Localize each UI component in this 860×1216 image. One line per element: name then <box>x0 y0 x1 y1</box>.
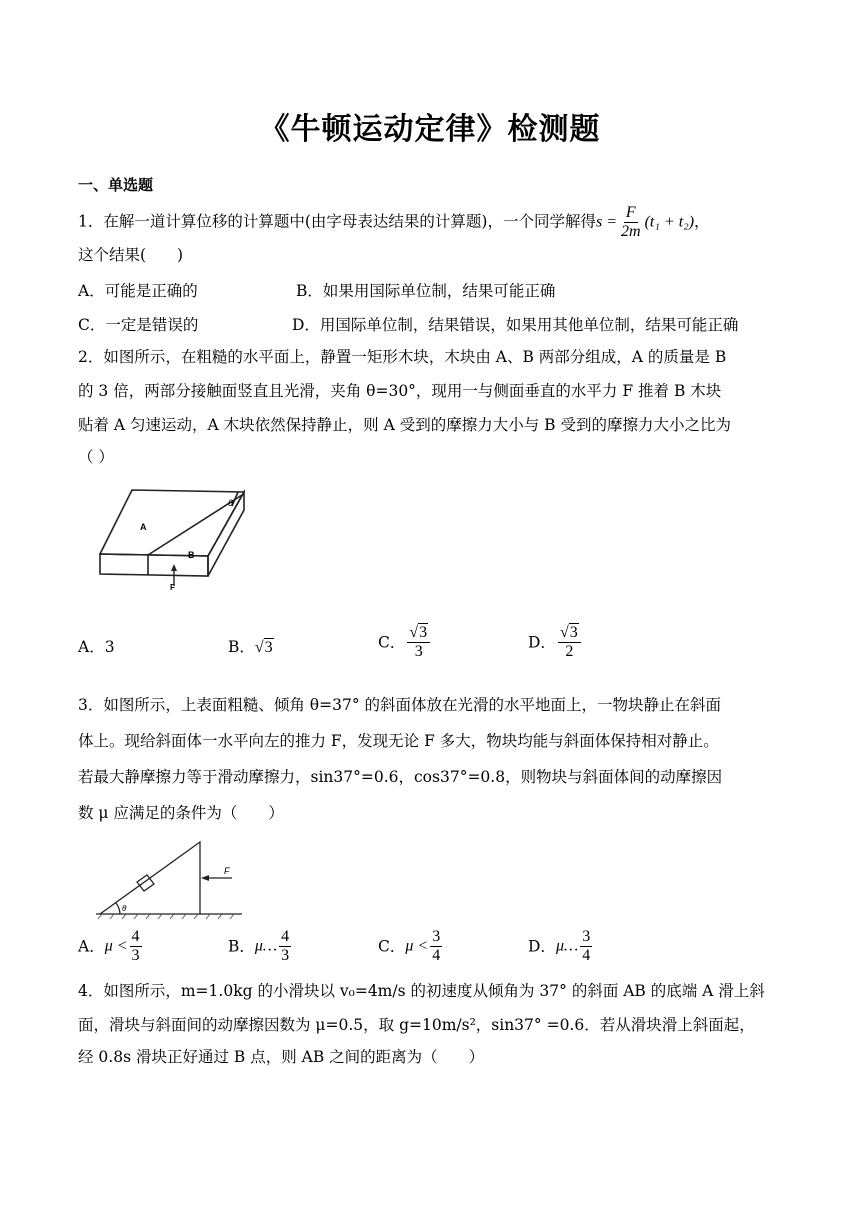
q3-force-arrowhead <box>201 875 209 881</box>
q1-line1 <box>78 204 710 241</box>
q1-formula-s: s = <box>595 213 617 231</box>
q1-option-a: A．可能是正确的 <box>78 282 198 300</box>
q2-option-d-fraction: $\frac{√3}{2}$ <box>558 624 581 661</box>
q3-line3: 若最大静摩擦力等于滑动摩擦力，sin37°=0.6，cos37°=0.8，则物块与斜面体间的动摩擦因 <box>78 768 723 786</box>
q2-figure-label-theta: θ <box>228 498 233 508</box>
q2-figure-label-a: A <box>140 522 147 532</box>
q1-line2: 这个结果( ) <box>78 246 184 264</box>
q4-line3: 经 0.8s 滑块正好通过 B 点，则 AB 之间的距离为（ ） <box>78 1048 485 1066</box>
q2-line2: 的 3 倍，两部分接触面竖直且光滑，夹角 θ=30°，现用一与侧面垂直的水平力 F 推着 B 木块 <box>78 382 722 400</box>
q2-force-arrowhead <box>171 564 177 571</box>
q3-figure-label-theta: θ <box>122 904 127 913</box>
q4-line1: 4．如图所示，m=1.0kg 的小滑块以 v₀=4m/s 的初速度从倾角为 37° 的斜面 AB 的底端 A 滑上斜 <box>78 982 765 1000</box>
q3-figure-label-f: F <box>224 866 230 876</box>
q3-line2: 体上。现给斜面体一水平向左的推力 F，发现无论 F 多大，物块均能与斜面体保持相对静止。 <box>78 732 719 750</box>
q2-option-b-sqrt: √3 <box>254 639 273 656</box>
q3-line4: 数 μ 应满足的条件为（ ） <box>78 804 284 822</box>
q2-line1: 2．如图所示，在粗糙的水平面上，静置一矩形木块，木块由 A、B 两部分组成，A 的质量是 B <box>78 348 727 366</box>
q1-formula-numerator: F <box>625 204 636 221</box>
q2-option-d: D． $\frac{√3}{2}$ <box>528 624 583 661</box>
q3-line1: 3．如图所示，上表面粗糙、倾角 θ=37° 的斜面体放在光滑的水平地面上，一物块静止在斜面 <box>78 696 722 714</box>
q1-formula-tail: (t₁ + t₂) <box>644 213 695 231</box>
q2-figure-label-b: B <box>188 550 195 560</box>
q1-punct: ， <box>694 212 710 231</box>
q3-option-a: A．μ < $\frac{4}{3}$ <box>78 928 140 964</box>
q2-figure-block <box>92 486 252 592</box>
page-title: 《牛顿运动定律》检测题 <box>259 112 601 147</box>
q2-option-c: C． $\frac{√3}{3}$ <box>378 624 432 661</box>
q2-option-c-fraction: $\frac{√3}{3}$ <box>407 624 430 661</box>
q4-line2: 面，滑块与斜面间的动摩擦因数为 μ=0.5，取 g=10m/s²，sin37° =0.6．若从滑块滑上斜面起， <box>78 1016 755 1034</box>
q1-option-d: D．用国际单位制，结果错误，如果用其他单位制，结果可能正确 <box>292 316 739 334</box>
q3-option-d: D．μ… $\frac{3}{4}$ <box>528 928 591 964</box>
q3-figure-incline <box>92 838 252 920</box>
q1-option-b: B．如果用国际单位制，结果可能正确 <box>296 282 556 300</box>
section-heading: 一、单选题 <box>78 176 154 194</box>
q3-option-c: C．μ < $\frac{3}{4}$ <box>378 928 441 964</box>
q2-option-a: A．3 <box>78 638 115 656</box>
q2-figure-label-f: F <box>170 583 175 592</box>
q3-option-b: B．μ… $\frac{4}{3}$ <box>228 928 290 964</box>
q2-option-b: B．√3 <box>228 638 273 656</box>
q1-text: 1．在解一道计算位移的计算题中(由字母表达结果的计算题)，一个同学解得 <box>78 212 596 231</box>
q1-formula-fraction <box>619 204 643 241</box>
q1-option-c: C．一定是错误的 <box>78 316 199 334</box>
q2-line4: （ ） <box>78 448 114 466</box>
q2-line3: 贴着 A 匀速运动，A 木块依然保持静止，则 A 受到的摩擦力大小与 B 受到的摩擦力大小之比为 <box>78 416 731 434</box>
q1-formula-denominator: 2m <box>621 223 641 240</box>
